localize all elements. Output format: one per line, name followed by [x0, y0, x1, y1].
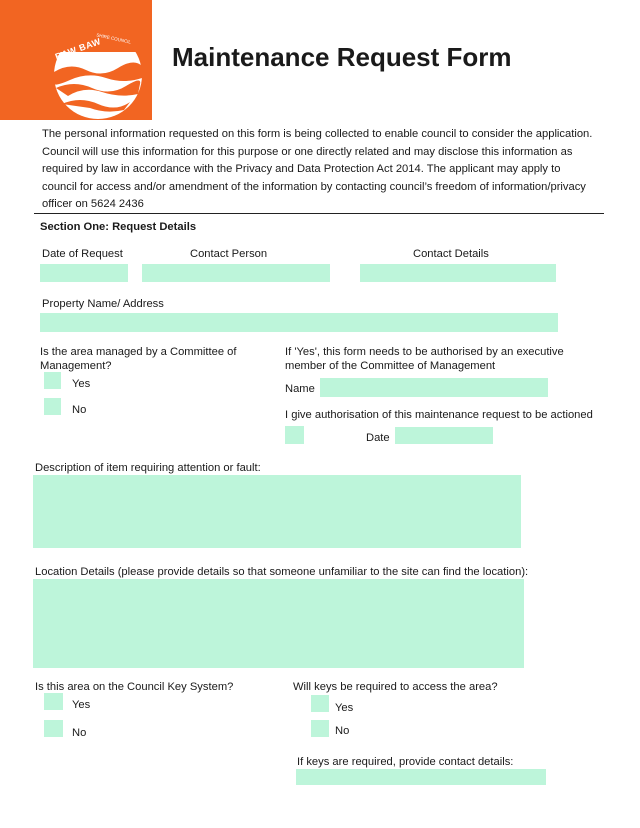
property-label: Property Name/ Address — [42, 298, 164, 310]
privacy-notice: The personal information requested on this form is being collected to enable council to consider the application. Council will use this information for this purpose or one directly related and may disclose this information as required by law in accordance with the Privacy and Data Protection Act 2014. The applicant may apply to council for access and/or amendment of the information by contacting council’s freedom of information/privacy officer on 5624 2436 — [42, 128, 593, 211]
keys-contact-label: If keys are required, provide contact details: — [297, 756, 514, 768]
name-field[interactable] — [320, 378, 548, 397]
contact-person-label: Contact Person — [190, 248, 268, 260]
page-title: Maintenance Request Form — [172, 42, 512, 72]
description-label: Description of item requiring attention or fault: — [35, 462, 261, 474]
key-system-no-label: No — [72, 727, 87, 739]
auth-date-label: Date — [366, 432, 390, 444]
contact-details-field[interactable] — [360, 264, 556, 282]
committee-yes-label: Yes — [72, 378, 91, 390]
logo-brand-text: BAW BAW — [53, 36, 103, 62]
property-field[interactable] — [40, 313, 558, 332]
committee-no-label: No — [72, 404, 87, 416]
date-of-request-field[interactable] — [40, 264, 128, 282]
council-logo — [0, 0, 152, 120]
keys-required-question: Will keys be required to access the area? — [293, 681, 498, 693]
committee-no-checkbox[interactable] — [44, 398, 61, 415]
contact-details-label: Contact Details — [413, 248, 489, 260]
authorisation-checkbox[interactable] — [285, 426, 304, 444]
contact-person-field[interactable] — [142, 264, 330, 282]
key-system-no-checkbox[interactable] — [44, 720, 63, 737]
name-label: Name — [285, 383, 315, 395]
logo-sub-text: SHIRE COUNCIL — [95, 32, 132, 45]
committee-note: If 'Yes', this form needs to be authorised by an executive member of the Committee of Management — [285, 346, 564, 372]
keys-contact-field[interactable] — [296, 769, 546, 785]
location-textarea[interactable] — [33, 579, 524, 668]
keys-required-no-label: No — [335, 725, 350, 737]
key-system-question: Is this area on the Council Key System? — [35, 681, 234, 693]
committee-yes-checkbox[interactable] — [44, 372, 61, 389]
keys-required-no-checkbox[interactable] — [311, 720, 329, 737]
date-of-request-label: Date of Request — [42, 248, 123, 260]
keys-required-yes-label: Yes — [335, 702, 354, 714]
auth-date-field[interactable] — [395, 427, 493, 444]
location-label: Location Details (please provide details so that someone unfamiliar to the site can find the location): — [35, 566, 529, 578]
section-heading: Section One: Request Details — [40, 221, 197, 233]
key-system-yes-checkbox[interactable] — [44, 693, 63, 710]
key-system-yes-label: Yes — [72, 699, 91, 711]
authorisation-text: I give authorisation of this maintenance request to be actioned — [285, 409, 593, 421]
divider — [34, 213, 604, 214]
description-textarea[interactable] — [33, 475, 521, 548]
keys-required-yes-checkbox[interactable] — [311, 695, 329, 712]
logo-wave-icon — [0, 0, 152, 120]
committee-question: Is the area managed by a Committee of Management? — [40, 346, 237, 372]
